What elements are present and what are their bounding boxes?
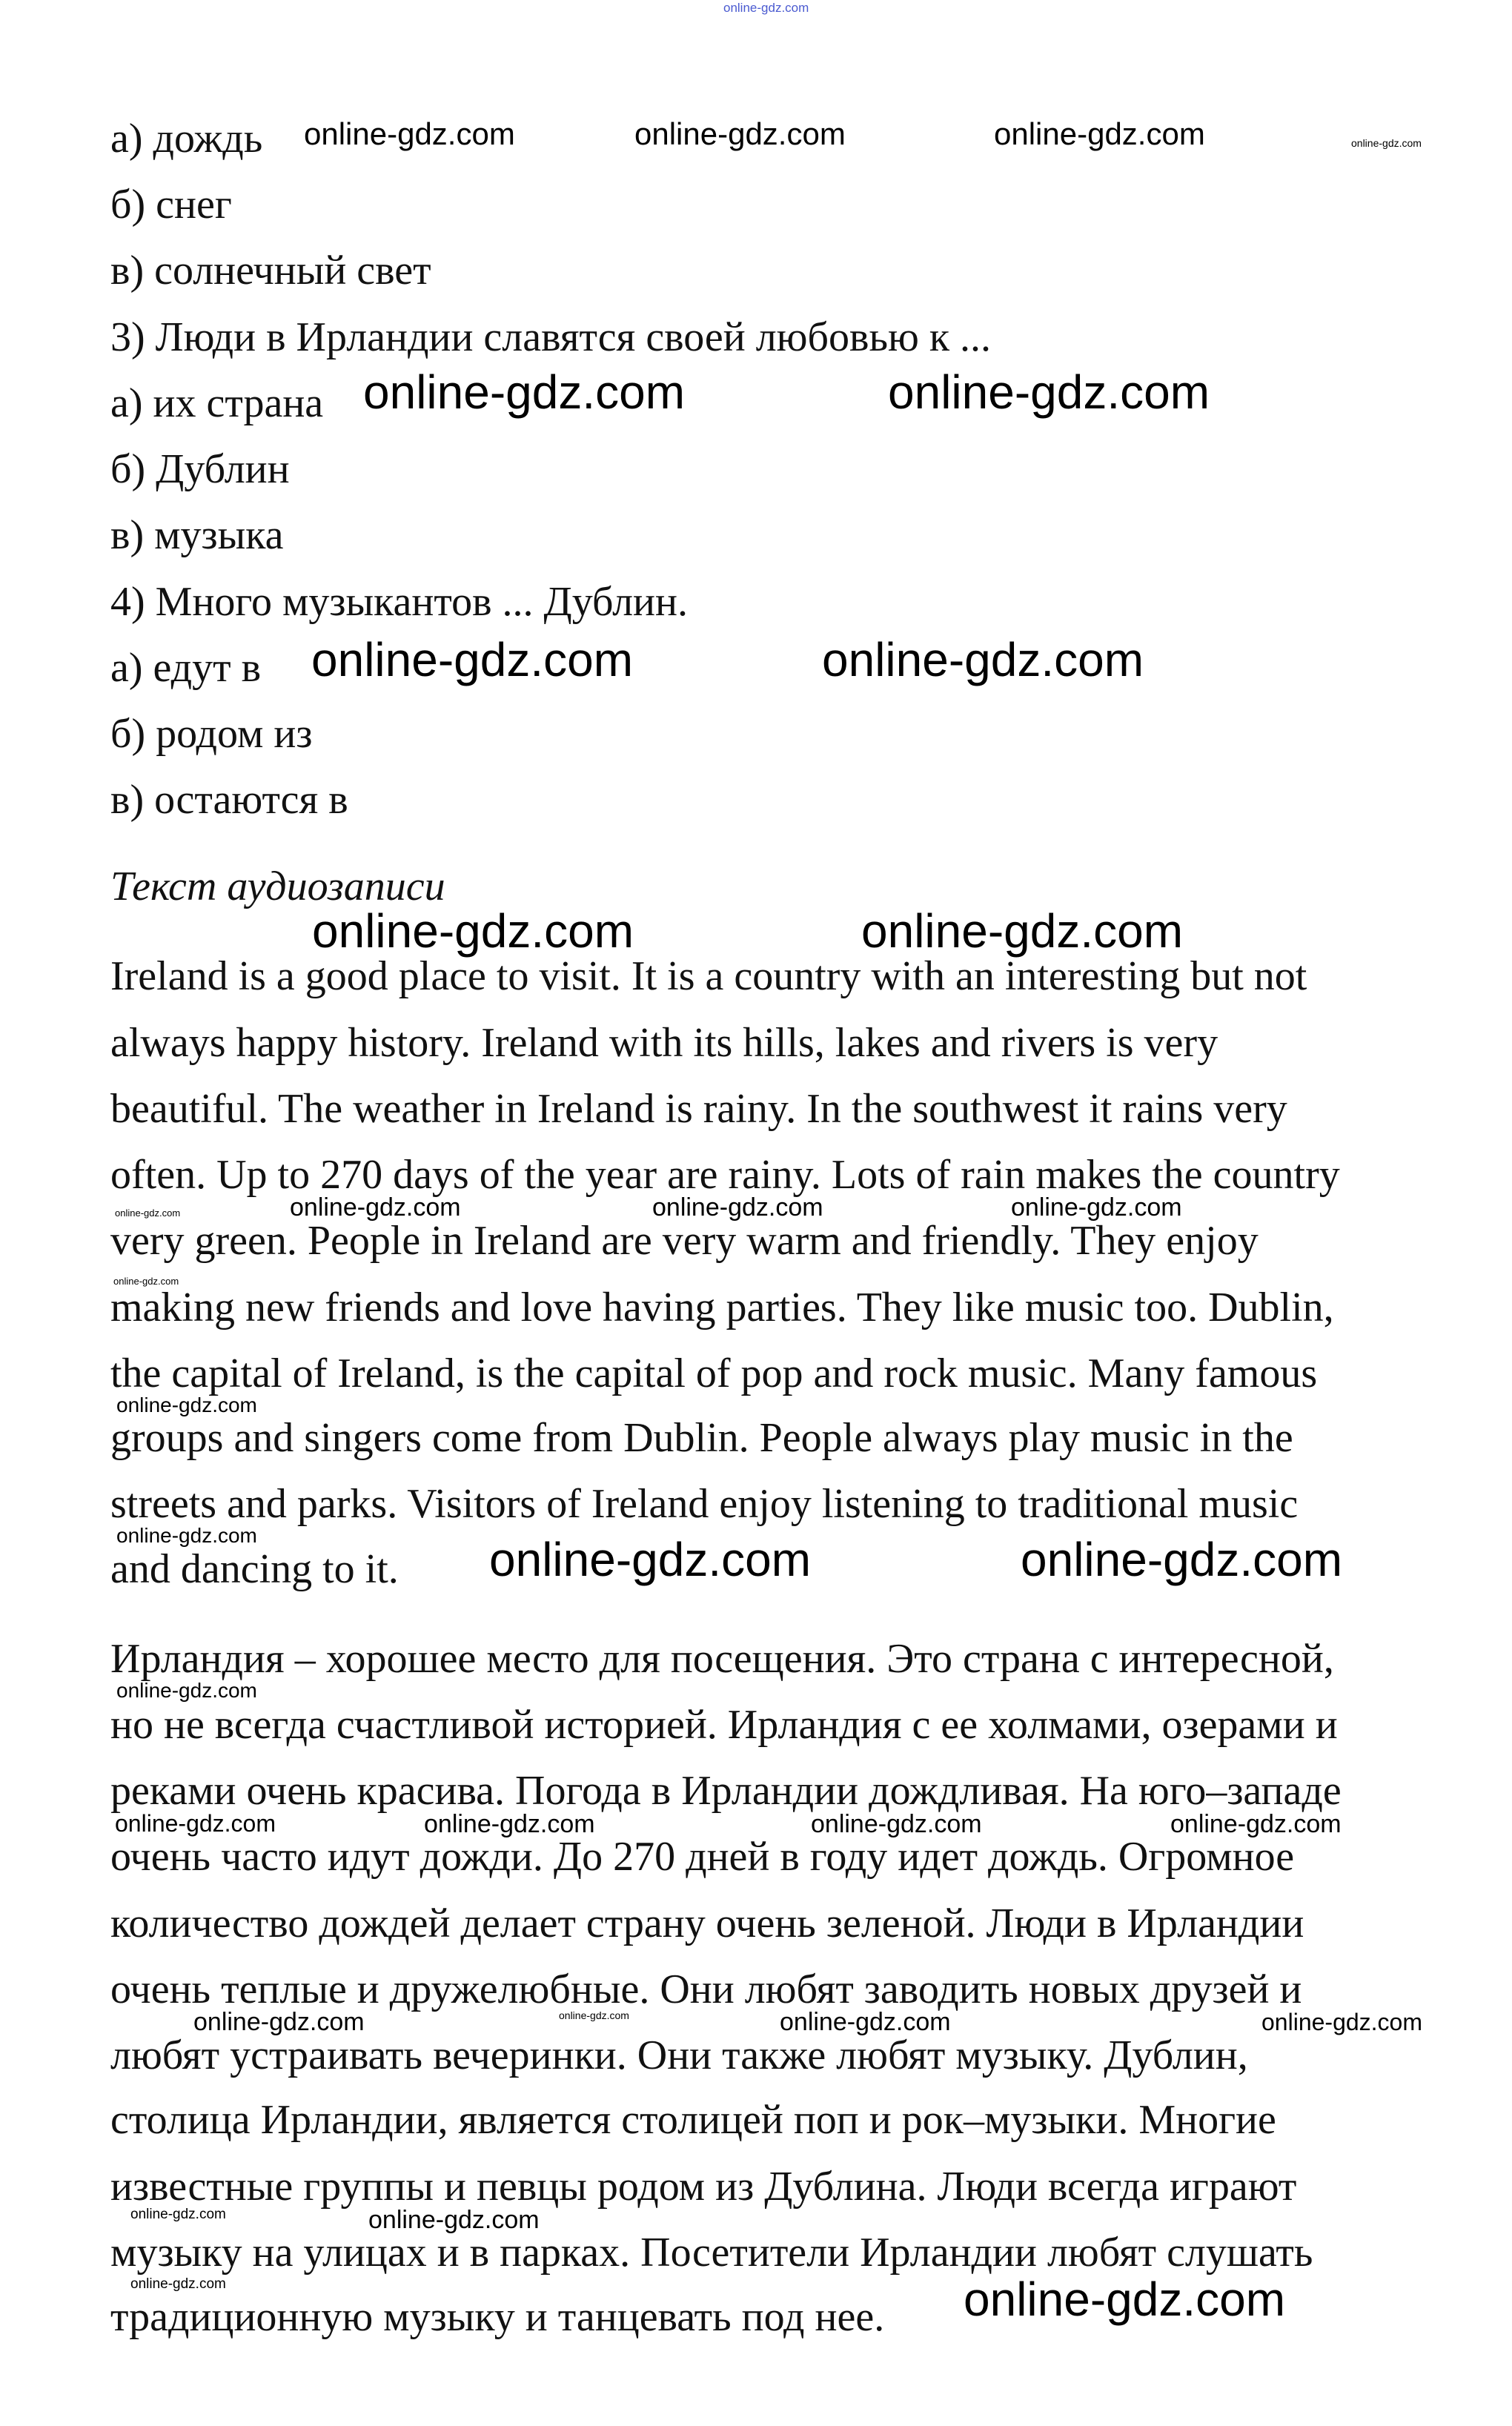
english-line: often. Up to 270 days of the year are rainy. Lots of rain makes the country [110,1152,1340,1198]
transcript-heading: Текст аудиозаписи [110,864,445,909]
option-a-rain: а) дождь [110,116,263,162]
russian-line: музыку на улицах и в парках. Посетители Ирландии любят слушать [110,2230,1313,2276]
watermark: online-gdz.com [130,2207,226,2222]
q4-option-a: а) едут в [110,645,262,691]
watermark: online-gdz.com [634,116,846,151]
q3-option-b: б) Дублин [110,446,290,492]
option-b-snow: б) снег [110,182,232,228]
russian-line: Ирландия – хорошее место для посещения. Это страна с интересной, [110,1636,1334,1682]
russian-line: известные группы и певцы родом из Дублина. Люди всегда играют [110,2164,1297,2210]
watermark: online-gdz.com [290,1193,461,1222]
watermark: online-gdz.com [1021,1533,1342,1586]
watermark: online-gdz.com [780,2008,951,2036]
english-line: and dancing to it. [110,1546,399,1592]
option-c-sunlight: в) солнечный свет [110,248,431,294]
q3-option-a: а) их страна [110,380,324,426]
q4-option-c: в) остаются в [110,777,348,823]
russian-line: традиционную музыку и танцевать под нее. [110,2294,885,2340]
russian-line: но не всегда счастливой историей. Ирландия с ее холмами, озерами и [110,1702,1338,1748]
watermark: online-gdz.com [1261,2009,1422,2035]
q4-option-b: б) родом из [110,711,313,757]
english-line: streets and parks. Visitors of Ireland enjoy listening to traditional music [110,1481,1299,1527]
watermark: online-gdz.com [811,1810,982,1838]
watermark: online-gdz.com [888,365,1210,419]
q3-option-c: в) музыка [110,512,284,558]
watermark: online-gdz.com [304,116,515,151]
watermark: online-gdz.com [822,633,1144,686]
watermark: online-gdz.com [193,2008,365,2036]
watermark: online-gdz.com [424,1810,595,1838]
watermark: online-gdz.com [652,1193,823,1222]
watermark: online-gdz.com [115,1207,181,1219]
watermark: online-gdz.com [1011,1193,1182,1222]
watermark: online-gdz.com [1351,137,1422,149]
watermark: online-gdz.com [489,1533,811,1586]
russian-line: реками очень красива. Погода в Ирландии дождливая. На юго–западе [110,1768,1342,1814]
watermark: online-gdz.com [861,904,1183,958]
english-line: always happy history. Ireland with its hills, lakes and rivers is very [110,1020,1218,1066]
watermark: online-gdz.com [113,1276,179,1287]
watermark: online-gdz.com [130,2276,226,2292]
watermark: online-gdz.com [994,116,1205,151]
watermark: online-gdz.com [559,2009,629,2021]
russian-line: столица Ирландии, является столицей поп и рок–музыки. Многие [110,2097,1276,2143]
english-line: making new friends and love having parties. They like music too. Dublin, [110,1285,1334,1330]
watermark: online-gdz.com [368,2206,540,2234]
english-line: the capital of Ireland, is the capital of pop and rock music. Many famous [110,1350,1318,1396]
watermark: online-gdz.com [116,1679,257,1702]
watermark: online-gdz.com [116,1393,257,1416]
watermark: online-gdz.com [723,1,809,15]
watermark: online-gdz.com [964,2273,1285,2326]
russian-line: количество дождей делает страну очень зеленой. Люди в Ирландии [110,1900,1304,1946]
question-4: 4) Много музыкантов ... Дублин. [110,579,688,625]
russian-line: любят устраивать вечеринки. Они также любят музыку. Дублин, [110,2032,1248,2078]
watermark: online-gdz.com [116,1524,257,1547]
english-line: very green. People in Ireland are very warm and friendly. They enjoy [110,1218,1259,1264]
watermark: online-gdz.com [1170,1810,1342,1838]
question-3: 3) Люди в Ирландии славятся своей любовью к ... [110,314,992,360]
watermark: online-gdz.com [363,365,685,419]
russian-line: очень теплые и дружелюбные. Они любят заводить новых друзей и [110,1966,1302,2012]
russian-line: очень часто идут дожди. До 270 дней в году идет дождь. Огромное [110,1834,1295,1880]
watermark: online-gdz.com [115,1810,276,1837]
watermark: online-gdz.com [312,904,634,958]
english-line: beautiful. The weather in Ireland is rainy. In the southwest it rains very [110,1086,1287,1132]
english-line: groups and singers come from Dublin. People always play music in the [110,1415,1293,1461]
watermark: online-gdz.com [311,633,633,686]
english-line: Ireland is a good place to visit. It is a country with an interesting but not [110,953,1307,999]
